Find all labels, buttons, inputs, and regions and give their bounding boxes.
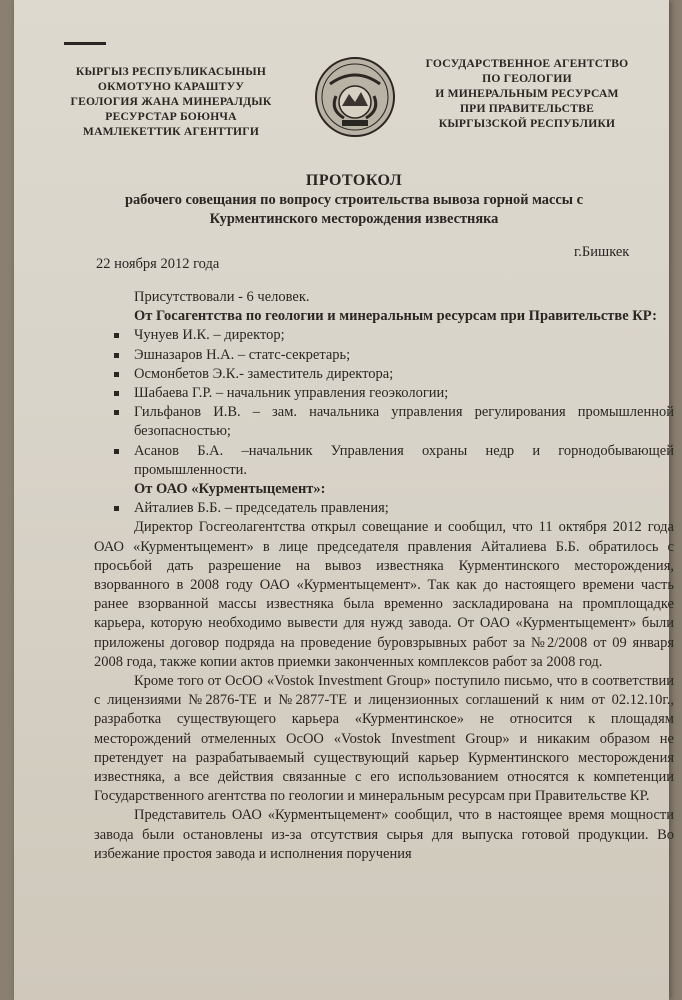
top-dash [64, 42, 106, 45]
document-title: ПРОТОКОЛ [305, 172, 403, 189]
header-left-line: КЫРГЫЗ РЕСПУБЛИКАСЫНЫН [75, 65, 267, 78]
list-item: Эшназаров Н.А. – статс-секретарь; [94, 346, 674, 365]
document-page [14, 0, 674, 1000]
state-emblem-icon [314, 56, 396, 138]
list-item: Асанов Б.А. –начальник Управления охраны недр и горнодобывающей промышленности. [94, 442, 674, 480]
company-members-list [94, 499, 674, 518]
header-left-line: МАМЛЕКЕТТИК АГЕНТТИГИ [82, 125, 260, 138]
header-right-line: И МИНЕРАЛЬНЫМ РЕСУРСАМ [435, 87, 619, 100]
document-subtitle [94, 191, 614, 229]
list-item: Осмонбетов Э.К.- заместитель директора; [94, 365, 674, 384]
paragraph: Кроме того от ОсОО «Vostok Investment Group» поступило письмо, что в соответствии с лицензиями №2876-ТЕ и №2877-ТЕ и лицензионных соглашений к ним от 02.12.10г., разработка существующего карьера «Курментинское» не относится к площадям месторождений отмеленных ОсОО «Vostok Investment Group» и никаким образом не претендует на разрабатываемый существующий карьер Курментинского месторождения известняка, а все действия связанные с его использованием относятся к компетенции Государственного агентства по геологии и минеральным ресурсам при Правительстве КР. [94, 673, 674, 805]
subtitle-line: Курментинского месторождения известняка [209, 211, 499, 227]
header-left-line: ГЕОЛОГИЯ ЖАНА МИНЕРАЛДЫК [70, 95, 272, 108]
header-left-line: ОКМОТУНО КАРАШТУУ [97, 80, 245, 93]
list-item: Шабаева Г.Р. – начальник управления геоэкологии; [94, 384, 674, 403]
list-item: Чунуев И.К. – директор; [94, 326, 674, 345]
document-city: г.Бишкек [574, 244, 630, 260]
document-body [94, 288, 674, 864]
header-right-line: КЫРГЫЗСКОЙ РЕСПУБЛИКИ [438, 117, 616, 130]
agency-group-heading: От Госагентства по геологии и минеральным ресурсам при Правительстве КР: [134, 308, 658, 325]
header-left-line: РЕСУРСТАР БОЮНЧА [105, 110, 237, 123]
header-right-line: ПО ГЕОЛОГИИ [482, 72, 572, 85]
agency-members-list [94, 326, 674, 480]
header-right-line: ПРИ ПРАВИТЕЛЬСТВЕ [459, 102, 595, 115]
paragraph: Представитель ОАО «Курментыцемент» сообщил, что в настоящее время мощности завода были остановлены из-за отсутствия сырья для выпуска готовой продукции. Во избежание простоя завода и исполнения поручения [94, 807, 674, 862]
header-right-line: ГОСУДАРСТВЕННОЕ АГЕНТСТВО [425, 57, 629, 70]
header-right-russian [412, 56, 642, 131]
document-date: 22 ноября 2012 года [96, 256, 220, 272]
company-group-heading: От ОАО «Курментыцемент»: [134, 481, 326, 498]
paragraph: Директор Госгеолагентства открыл совещание и сообщил, что 11 октября 2012 года ОАО «Курментыцемент» в лице председателя правления Айталиева Б.Б. обратилось с просьбой дать разрешение на вывоз известняка Курментинского месторождения, взорванного в 2008 году ОАО «Курментыцемент». Так как до настоящего времени часть ранее взорванной массы известняка была временно заскладирована на промплощадке карьера, которую необходимо вывести для нужд завода. От ОАО «Курментыцемент» были приложены договор подряда на проведение буровзрывных работ за №2/2008 от 09 января 2008 года, также копии актов приемки законченных комплексов работ за 2008 год. [94, 519, 674, 670]
header-left-kyrgyz [66, 64, 276, 139]
attendance-line: Присутствовали - 6 человек. [134, 289, 310, 305]
subtitle-line: рабочего совещания по вопросу строительства вывоза горной массы с [124, 192, 583, 208]
list-item: Гильфанов И.В. – зам. начальника управления регулирования промышленной безопасностью; [94, 403, 674, 441]
list-item: Айталиев Б.Б. – председатель правления; [94, 499, 674, 518]
